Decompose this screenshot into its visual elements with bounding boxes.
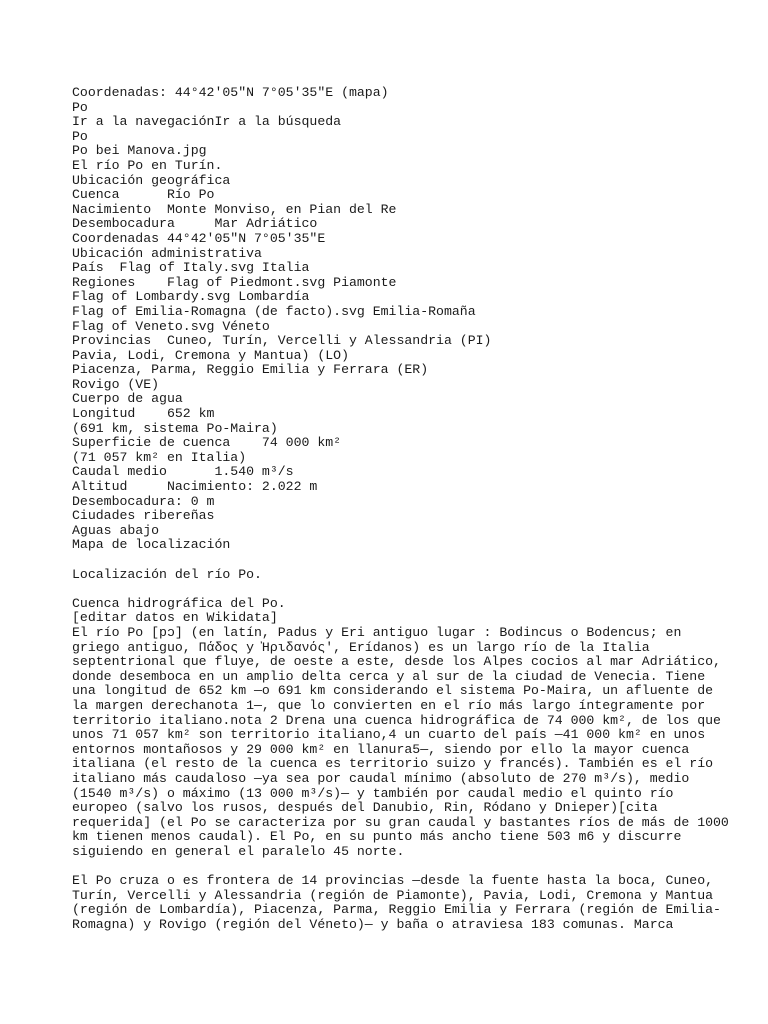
- article-title: Po: [72, 99, 88, 115]
- paragraph-line: El río Po [pɔ] (en latín, Padus y Eri antiguo lugar : Bodincus o Bodencus; en: [72, 624, 682, 640]
- paragraph-line: Romagna) y Rovigo (región del Véneto)— y baña o atraviesa 183 comunas. Marca: [72, 916, 674, 932]
- infobox-block: [72, 86, 732, 553]
- spacer: [72, 859, 732, 874]
- infobox-row: Superficie de cuenca 74 000 km²: [72, 435, 342, 451]
- infobox-row: Regiones Flag of Piedmont.svg Piamonte: [72, 274, 397, 290]
- infobox-section-heading: Cuerpo de agua: [72, 391, 183, 407]
- infobox-row: Coordenadas 44°42'05"N 7°05'35"E: [72, 230, 326, 246]
- paragraph-line: la margen derechanota 1—, que lo convierten en el río más largo íntegramente por: [72, 697, 706, 713]
- paragraph-line: siguiendo en general el paralelo 45 norte.: [72, 843, 405, 859]
- infobox-section-heading: Ubicación geográfica: [72, 172, 231, 188]
- infobox-row: Rovigo (VE): [72, 376, 160, 392]
- infobox-row: Cuenca Río Po: [72, 187, 215, 203]
- paragraph-line: griego antiguo, Πάδος y Ἠριδανός', Erídanos) es un largo río de la Italia: [72, 639, 650, 655]
- infobox-row: (71 057 km² en Italia): [72, 449, 247, 465]
- infobox-row: (691 km, sistema Po-Maira): [72, 420, 278, 436]
- paragraph-line: entornos montañosos y 29 000 km² en llanura5—, siendo por ello la mayor cuenca: [72, 741, 690, 757]
- infobox-row: Aguas abajo: [72, 522, 160, 538]
- infobox-section-heading: Mapa de localización: [72, 537, 231, 553]
- paragraph-line: donde desemboca en un amplio delta cerca y al sur de la ciudad de Venecia. Tiene: [72, 668, 706, 684]
- paragraph-line: El Po cruza o es frontera de 14 provincias —desde la fuente hasta la boca, Cuneo,: [72, 873, 714, 889]
- infobox-image-name: Po bei Manova.jpg: [72, 143, 207, 159]
- provinces-paragraph: [72, 874, 732, 932]
- infobox-row: Caudal medio 1.540 m³/s: [72, 464, 294, 480]
- infobox-row: Flag of Lombardy.svg Lombardía: [72, 289, 310, 305]
- infobox-row: Piacenza, Parma, Reggio Emilia y Ferrara (ER): [72, 362, 429, 378]
- coordinates-line: Coordenadas: 44°42'05"N 7°05'35"E (mapa): [72, 85, 389, 100]
- paragraph-line: Turín, Vercelli y Alessandria (región de Piamonte), Pavia, Lodi, Cremona y Mantua: [72, 887, 714, 903]
- paragraph-line: septentrional que fluye, de oeste a este, desde los Alpes cocios al mar Adriático,: [72, 654, 721, 670]
- paragraph-line: italiano más caudaloso —ya sea por caudal mínimo (absoluto de 270 m³/s), medio: [72, 770, 690, 786]
- infobox-row: Altitud Nacimiento: 2.022 m: [72, 479, 318, 495]
- infobox-title: Po: [72, 128, 88, 144]
- infobox-row: Desembocadura Mar Adriático: [72, 216, 318, 232]
- paragraph-line: unos 71 057 km² son territorio italiano,4 un cuarto del país —41 000 km² en unos: [72, 727, 706, 743]
- infobox-row: Flag of Veneto.svg Véneto: [72, 318, 270, 334]
- document-body: [72, 86, 732, 932]
- paragraph-line: (1540 m³/s) o máximo (13 000 m³/s)— y también por caudal medio el quinto río: [72, 785, 674, 801]
- paragraph-line: italiana (el resto de la cuenca es territorio suizo y francés). También es el río: [72, 756, 714, 772]
- paragraph-line: km tienen menos caudal). El Po, en su punto más ancho tiene 503 m6 y discurre: [72, 829, 682, 845]
- infobox-row: Flag of Emilia-Romagna (de facto).svg Emilia-Romaña: [72, 303, 476, 319]
- paragraph-line: europeo (salvo los rusos, después del Danubio, Rin, Ródano y Dnieper)[cita: [72, 800, 658, 816]
- skip-links[interactable]: Ir a la navegaciónIr a la búsqueda: [72, 114, 342, 130]
- spacer: [72, 553, 732, 568]
- infobox-image-caption: El río Po en Turín.: [72, 157, 223, 173]
- infobox-section-heading: Ubicación administrativa: [72, 245, 262, 261]
- paragraph-line: (región de Lombardía), Piacenza, Parma, Reggio Emilia y Ferrara (región de Emilia-: [72, 902, 721, 918]
- infobox-row: Provincias Cuneo, Turín, Vercelli y Alessandria (PI): [72, 333, 492, 349]
- infobox-row: Pavia, Lodi, Cremona y Mantua) (LO): [72, 347, 349, 363]
- map-caption: Localización del río Po.: [72, 566, 262, 582]
- infobox-row: Longitud 652 km: [72, 406, 215, 422]
- basin-caption: Cuenca hidrográfica del Po.: [72, 595, 286, 611]
- spacer: [72, 582, 732, 597]
- edit-wikidata-link[interactable]: [editar datos en Wikidata]: [72, 610, 278, 626]
- infobox-row: Desembocadura: 0 m: [72, 493, 215, 509]
- paragraph-line: requerida] (el Po se caracteriza por su gran caudal y bastantes ríos de más de 1000: [72, 814, 729, 830]
- paragraph-line: una longitud de 652 km —o 691 km considerando el sistema Po-Maira, un afluente de: [72, 683, 714, 699]
- intro-paragraph: [72, 626, 732, 860]
- infobox-row: Ciudades ribereñas: [72, 508, 215, 524]
- infobox-row: País Flag of Italy.svg Italia: [72, 260, 310, 276]
- infobox-row: Nacimiento Monte Monviso, en Pian del Re: [72, 201, 397, 217]
- paragraph-line: territorio italiano.nota 2 Drena una cuenca hidrográfica de 74 000 km², de los que: [72, 712, 721, 728]
